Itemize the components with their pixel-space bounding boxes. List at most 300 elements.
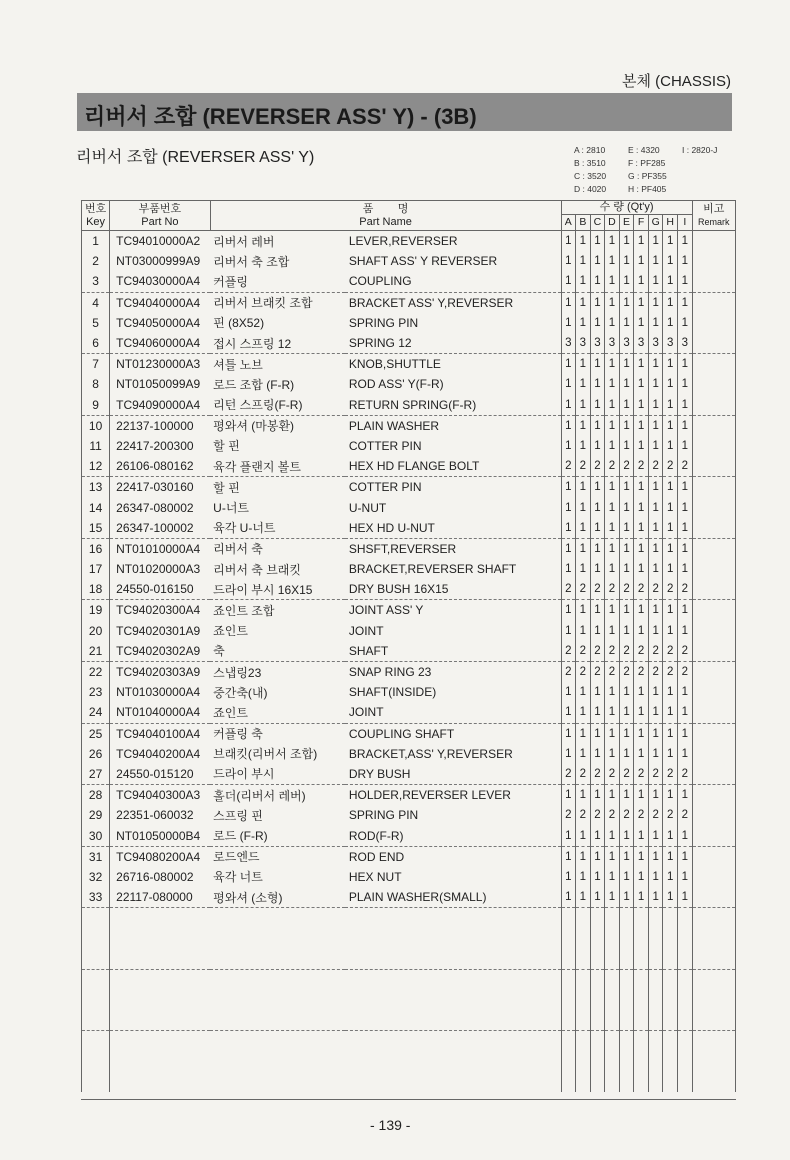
table-row — [82, 600, 736, 621]
qty-cell: 2 — [648, 805, 663, 825]
empty-cell — [590, 1052, 605, 1072]
key-cell: 29 — [82, 805, 110, 825]
table-row — [82, 621, 736, 641]
qty-cell: 1 — [648, 846, 663, 867]
korean-name-cell: 중간축(내) — [213, 685, 268, 700]
english-name-cell: SHAFT ASS' Y REVERSER — [348, 254, 498, 269]
empty-cell — [605, 1010, 620, 1031]
qty-cell: 3 — [561, 333, 576, 354]
qty-cell: 2 — [576, 661, 591, 682]
qty-cell: 1 — [576, 518, 591, 539]
qty-cell: 2 — [576, 764, 591, 785]
key-cell: 30 — [82, 825, 110, 846]
qty-cell: 3 — [648, 333, 663, 354]
remark-cell — [692, 415, 735, 436]
remark-cell — [692, 231, 735, 252]
qty-cell: 1 — [648, 374, 663, 394]
qty-cell: 1 — [648, 436, 663, 456]
english-name-cell: HEX HD U-NUT — [345, 518, 561, 539]
empty-cell — [663, 1072, 678, 1092]
qty-cell: 1 — [605, 538, 620, 559]
empty-cell — [210, 969, 345, 990]
part-no-cell: NT01050099A9 — [110, 374, 211, 394]
qty-cell: 1 — [663, 292, 678, 313]
empty-row — [82, 949, 736, 970]
qty-cell: 1 — [678, 887, 693, 908]
qty-cell: 1 — [576, 374, 591, 394]
english-name-cell: HOLDER,REVERSER LEVER — [348, 788, 511, 803]
qty-cell: 1 — [605, 436, 620, 456]
qty-cell: 1 — [678, 415, 693, 436]
qty-cell: 1 — [678, 374, 693, 394]
qty-cell: 1 — [648, 682, 663, 702]
korean-name-cell: 로드엔드 — [213, 850, 260, 865]
qty-cell: 1 — [619, 436, 634, 456]
qty-cell: 1 — [648, 497, 663, 517]
english-name-cell: SPRING PIN — [348, 808, 419, 823]
model-code: B : 3510 — [574, 158, 606, 168]
qty-cell: 1 — [648, 621, 663, 641]
part-no-cell: TC94040100A4 — [110, 723, 211, 744]
qty-cell: 1 — [590, 887, 605, 908]
qty-cell: 2 — [678, 805, 693, 825]
remark-cell — [692, 805, 735, 825]
english-name-cell: HEX HD FLANGE BOLT — [345, 456, 561, 477]
qty-cell: 1 — [576, 867, 591, 887]
empty-cell — [561, 949, 576, 970]
part-no-cell: 22417-200300 — [110, 436, 211, 456]
qty-cell: 3 — [605, 333, 620, 354]
qty-cell: 1 — [648, 395, 663, 416]
empty-cell — [345, 990, 561, 1010]
english-name-cell: RETURN SPRING(F-R) — [345, 395, 561, 416]
korean-name-cell: 평와셔 (소형) — [210, 887, 345, 908]
qty-cell: 1 — [648, 538, 663, 559]
empty-cell — [678, 949, 693, 970]
key-cell: 19 — [82, 600, 110, 621]
table-row — [82, 456, 736, 477]
model-code: G : PF355 — [628, 171, 667, 181]
remark-cell — [692, 846, 735, 867]
qty-cell: 1 — [605, 415, 620, 436]
qty-cell: 1 — [663, 621, 678, 641]
qty-cell: 2 — [561, 456, 576, 477]
qty-cell: 1 — [605, 825, 620, 846]
empty-cell — [345, 949, 561, 970]
part-no-cell: NT01030000A4 — [110, 682, 211, 702]
qty-cell: 1 — [605, 497, 620, 517]
qty-cell: 1 — [605, 518, 620, 539]
table-row — [82, 641, 736, 662]
empty-cell — [605, 969, 620, 990]
qty-cell: 2 — [634, 805, 649, 825]
empty-cell — [576, 908, 591, 929]
banner-title: 리버서 조합 (REVERSER ASS' Y) - (3B) — [84, 104, 477, 129]
qty-cell: 1 — [619, 825, 634, 846]
part-no-cell: TC94040000A4 — [110, 292, 211, 313]
key-cell: 7 — [82, 354, 110, 375]
english-name-cell: PLAIN WASHER — [348, 418, 440, 433]
qty-cell: 2 — [634, 579, 649, 600]
qty-cell: 2 — [590, 456, 605, 477]
qty-cell: 1 — [663, 723, 678, 744]
empty-row — [82, 928, 736, 948]
korean-name-cell: 드라이 부시 — [210, 764, 345, 785]
qty-cell: 1 — [561, 395, 576, 416]
korean-name-cell: 로드 조합 (F-R) — [213, 377, 295, 392]
empty-cell — [82, 908, 110, 929]
english-name-cell: DRY BUSH — [345, 764, 561, 785]
part-no-cell: 26347-080002 — [110, 497, 211, 517]
korean-name-cell: 핀 (8X52) — [213, 316, 265, 331]
key-cell: 26 — [82, 744, 110, 764]
remark-cell — [692, 271, 735, 292]
model-code: F : PF285 — [628, 158, 666, 168]
qty-cell: 1 — [619, 600, 634, 621]
qty-cell: 1 — [663, 600, 678, 621]
qty-cell: 1 — [576, 271, 591, 292]
qty-cell: 1 — [634, 518, 649, 539]
empty-cell — [110, 949, 211, 970]
empty-cell — [210, 928, 345, 948]
qty-cell: 2 — [576, 456, 591, 477]
empty-cell — [110, 1031, 211, 1052]
qty-cell: 1 — [590, 682, 605, 702]
qty-cell: 1 — [663, 744, 678, 764]
qty-cell: 1 — [561, 723, 576, 744]
qty-cell: 2 — [648, 456, 663, 477]
qty-cell: 2 — [648, 764, 663, 785]
empty-cell — [561, 1031, 576, 1052]
qty-cell: 1 — [619, 559, 634, 579]
qty-cell: 1 — [576, 744, 591, 764]
part-no-cell: 22417-030160 — [110, 477, 211, 498]
key-cell: 3 — [82, 271, 110, 292]
key-cell: 1 — [82, 231, 110, 252]
empty-cell — [634, 1010, 649, 1031]
empty-cell — [210, 1052, 345, 1072]
qty-cell: 1 — [678, 395, 693, 416]
empty-cell — [345, 908, 561, 929]
empty-cell — [210, 990, 345, 1010]
key-cell: 24 — [82, 702, 110, 723]
qty-cell: 1 — [678, 723, 693, 744]
empty-cell — [678, 1031, 693, 1052]
qty-header: 수 량 (Qt'y) — [561, 201, 692, 215]
empty-cell — [678, 908, 693, 929]
qty-cell: 3 — [576, 333, 591, 354]
english-name-cell: SHAFT(INSIDE) — [348, 685, 437, 700]
key-cell: 31 — [82, 846, 110, 867]
remark-cell — [692, 251, 735, 271]
qty-cell: 1 — [605, 374, 620, 394]
empty-cell — [576, 949, 591, 970]
table-row — [82, 785, 736, 806]
empty-cell — [110, 1072, 211, 1092]
qty-cell: 1 — [634, 251, 649, 271]
english-name-cell: SHAFT — [345, 641, 561, 662]
empty-cell — [619, 1031, 634, 1052]
qty-cell: 1 — [619, 271, 634, 292]
qty-cell: 2 — [663, 579, 678, 600]
qty-cell: 1 — [634, 887, 649, 908]
qty-cell: 1 — [605, 846, 620, 867]
empty-row — [82, 990, 736, 1010]
remark-cell — [692, 518, 735, 539]
qty-cell: 1 — [648, 271, 663, 292]
qty-cell: 1 — [678, 477, 693, 498]
qty-cell: 2 — [619, 661, 634, 682]
qty-cell: 1 — [663, 682, 678, 702]
qty-cell: 1 — [576, 559, 591, 579]
remark-cell — [692, 477, 735, 498]
qty-cell: 1 — [576, 415, 591, 436]
empty-cell — [110, 969, 211, 990]
korean-name-cell: 리버서 축 조합 — [213, 254, 290, 269]
part-no-cell: 26716-080002 — [110, 867, 211, 887]
empty-cell — [561, 908, 576, 929]
part-no-cell: 24550-015120 — [110, 764, 211, 785]
qty-cell: 1 — [648, 251, 663, 271]
korean-name-cell: 할 핀 — [213, 439, 240, 454]
qty-cell: 1 — [576, 251, 591, 271]
qty-cell: 1 — [561, 702, 576, 723]
qty-cell: 1 — [663, 559, 678, 579]
part-no-cell: TC94080200A4 — [110, 846, 211, 867]
table-row — [82, 374, 736, 394]
qty-cell: 1 — [678, 313, 693, 333]
table-row — [82, 354, 736, 375]
qty-cell: 1 — [634, 825, 649, 846]
qty-cell: 1 — [576, 395, 591, 416]
qty-cell: 1 — [619, 415, 634, 436]
english-name-cell: PLAIN WASHER(SMALL) — [345, 887, 561, 908]
empty-cell — [619, 908, 634, 929]
qty-cell: 1 — [605, 313, 620, 333]
qty-cell: 1 — [590, 600, 605, 621]
empty-cell — [590, 990, 605, 1010]
qty-cell: 1 — [590, 846, 605, 867]
qty-cell: 1 — [590, 231, 605, 252]
qty-cell: 1 — [619, 887, 634, 908]
empty-cell — [634, 928, 649, 948]
empty-cell — [692, 1031, 735, 1052]
remark-cell — [692, 867, 735, 887]
korean-name-cell: 커플링 — [210, 271, 345, 292]
qty-cell: 1 — [605, 600, 620, 621]
empty-cell — [605, 928, 620, 948]
qty-cell: 1 — [678, 825, 693, 846]
qty-cell: 1 — [648, 313, 663, 333]
empty-cell — [605, 1031, 620, 1052]
qty-cell: 2 — [576, 641, 591, 662]
qty-cell: 2 — [634, 661, 649, 682]
qty-cell: 1 — [663, 271, 678, 292]
qty-cell: 2 — [678, 661, 693, 682]
qty-cell: 1 — [561, 477, 576, 498]
qty-cell: 1 — [605, 723, 620, 744]
qty-cell: 2 — [663, 764, 678, 785]
key-cell: 13 — [82, 477, 110, 498]
korean-name-cell: 축 — [210, 641, 345, 662]
english-name-cell: JOINT — [348, 623, 384, 638]
qty-cell: 1 — [561, 621, 576, 641]
qty-cell: 1 — [576, 785, 591, 806]
qty-cell: 1 — [590, 723, 605, 744]
empty-cell — [345, 969, 561, 990]
table-row — [82, 497, 736, 517]
qty-cell: 1 — [619, 538, 634, 559]
qty-cell: 1 — [590, 785, 605, 806]
empty-cell — [692, 949, 735, 970]
qty-cell: 1 — [619, 292, 634, 313]
key-cell: 2 — [82, 251, 110, 271]
english-name-cell: BRACKET ASS' Y,REVERSER — [348, 295, 514, 310]
qty-cell: 1 — [678, 271, 693, 292]
table-row — [82, 292, 736, 313]
empty-cell — [590, 1031, 605, 1052]
remark-cell — [692, 354, 735, 375]
qty-cell: 1 — [663, 313, 678, 333]
korean-name-cell: 리버서 축 브래킷 — [213, 562, 301, 577]
empty-cell — [590, 969, 605, 990]
empty-cell — [619, 1052, 634, 1072]
qty-cell: 1 — [678, 436, 693, 456]
qty-cell: 1 — [619, 518, 634, 539]
part-no-cell: NT01010000A4 — [110, 538, 211, 559]
empty-cell — [110, 908, 211, 929]
qty-cell: 2 — [590, 764, 605, 785]
empty-cell — [692, 1052, 735, 1072]
qty-cell: 1 — [648, 559, 663, 579]
qty-cell: 2 — [605, 805, 620, 825]
empty-cell — [663, 1052, 678, 1072]
empty-cell — [576, 928, 591, 948]
qty-cell: 1 — [561, 436, 576, 456]
qty-cell: 1 — [576, 354, 591, 375]
qty-cell: 2 — [561, 641, 576, 662]
qty-column-header: B — [576, 215, 591, 231]
part-no-cell: TC94030000A4 — [110, 271, 211, 292]
korean-name-cell: 육각 플랜지 볼트 — [210, 456, 345, 477]
part-no-cell: TC94020301A9 — [110, 621, 211, 641]
qty-cell: 1 — [634, 744, 649, 764]
english-name-cell: JOINT ASS' Y — [348, 603, 424, 618]
table-row — [82, 579, 736, 600]
table-row — [82, 333, 736, 354]
empty-cell — [678, 928, 693, 948]
qty-cell: 1 — [561, 518, 576, 539]
qty-cell: 1 — [561, 292, 576, 313]
part-no-cell: TC94010000A2 — [110, 231, 211, 252]
key-cell: 18 — [82, 579, 110, 600]
korean-name-cell: 죠인트 조합 — [213, 603, 275, 618]
empty-cell — [663, 949, 678, 970]
part-no-header: 부품번호 Part No — [110, 201, 211, 231]
empty-cell — [663, 1031, 678, 1052]
qty-cell: 2 — [663, 805, 678, 825]
qty-cell: 1 — [648, 600, 663, 621]
qty-cell: 3 — [678, 333, 693, 354]
empty-cell — [634, 1031, 649, 1052]
remark-cell — [692, 825, 735, 846]
model-code: D : 4020 — [574, 184, 607, 194]
key-cell: 10 — [82, 415, 110, 436]
empty-cell — [619, 1072, 634, 1092]
empty-row — [82, 908, 736, 929]
key-cell: 4 — [82, 292, 110, 313]
qty-cell: 1 — [561, 538, 576, 559]
korean-name-cell: 브래킷(리버서 조합) — [213, 747, 318, 762]
empty-cell — [561, 928, 576, 948]
page-number: - 139 - — [370, 1117, 411, 1133]
qty-cell: 1 — [678, 231, 693, 252]
empty-cell — [210, 1031, 345, 1052]
qty-cell: 1 — [605, 292, 620, 313]
qty-cell: 1 — [576, 231, 591, 252]
empty-cell — [678, 990, 693, 1010]
qty-cell: 1 — [634, 231, 649, 252]
qty-cell: 1 — [663, 702, 678, 723]
qty-cell: 2 — [648, 661, 663, 682]
qty-cell: 2 — [576, 805, 591, 825]
key-cell: 9 — [82, 395, 110, 416]
english-name-cell: LEVER,REVERSER — [348, 234, 458, 249]
qty-column-header: D — [605, 215, 620, 231]
empty-cell — [634, 990, 649, 1010]
empty-cell — [210, 949, 345, 970]
qty-cell: 1 — [634, 313, 649, 333]
model-code: I : 2820-J — [682, 145, 718, 155]
qty-cell: 1 — [605, 231, 620, 252]
qty-cell: 1 — [561, 374, 576, 394]
qty-cell: 1 — [619, 785, 634, 806]
empty-row — [82, 1052, 736, 1072]
qty-cell: 1 — [634, 538, 649, 559]
qty-cell: 1 — [605, 477, 620, 498]
qty-cell: 1 — [590, 292, 605, 313]
key-cell: 22 — [82, 661, 110, 682]
qty-cell: 2 — [663, 456, 678, 477]
remark-cell — [692, 764, 735, 785]
qty-cell: 1 — [634, 559, 649, 579]
table-row — [82, 538, 736, 559]
table-row — [82, 271, 736, 292]
part-no-cell: 22137-100000 — [110, 415, 211, 436]
qty-column-header: F — [634, 215, 649, 231]
table-row — [82, 702, 736, 723]
table-row — [82, 313, 736, 333]
qty-cell: 1 — [663, 415, 678, 436]
qty-cell: 1 — [576, 436, 591, 456]
key-cell: 20 — [82, 621, 110, 641]
english-name-cell: JOINT — [345, 702, 561, 723]
qty-cell: 1 — [634, 723, 649, 744]
empty-cell — [576, 1072, 591, 1092]
qty-cell: 1 — [634, 415, 649, 436]
remark-cell — [692, 395, 735, 416]
remark-cell — [692, 661, 735, 682]
qty-cell: 2 — [678, 641, 693, 662]
part-no-cell: TC94050000A4 — [110, 313, 211, 333]
key-cell: 6 — [82, 333, 110, 354]
qty-cell: 1 — [590, 538, 605, 559]
qty-cell: 1 — [678, 538, 693, 559]
table-row — [82, 825, 736, 846]
model-code: A : 2810 — [574, 145, 606, 155]
english-name-cell: COUPLING — [345, 271, 561, 292]
qty-cell: 1 — [634, 395, 649, 416]
